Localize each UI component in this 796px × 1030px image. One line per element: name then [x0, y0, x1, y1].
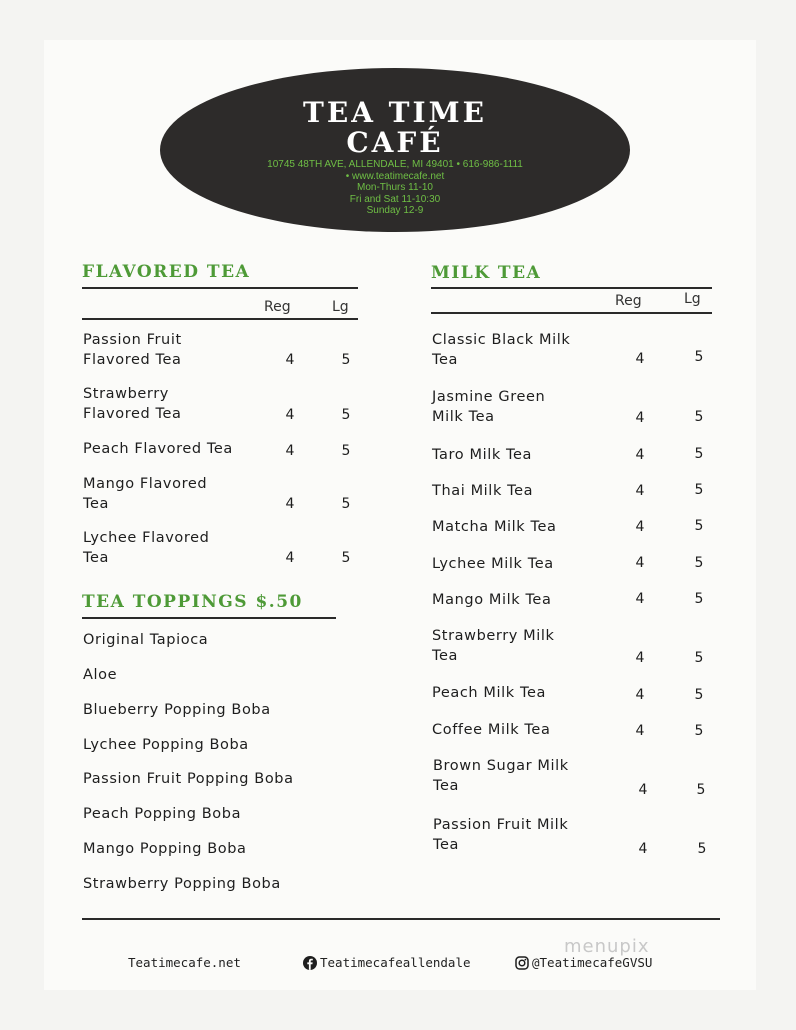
menu-item-name: Lychee Flavored Tea: [83, 530, 210, 566]
topping-item: Strawberry Popping Boba: [83, 876, 281, 892]
item-price-lg: 5: [341, 443, 351, 459]
lg-column-header: Lg: [684, 291, 701, 307]
item-price-reg: 4: [638, 841, 648, 857]
item-price-lg: 5: [694, 723, 704, 739]
section-divider: [431, 312, 712, 314]
footer-facebook-text: Teatimecafeallendale: [320, 955, 471, 970]
lg-column-header: Lg: [332, 299, 349, 315]
item-price-reg: 4: [635, 410, 645, 426]
footer-website[interactable]: [128, 955, 241, 970]
menu-item-name: Passion Fruit Milk Tea: [433, 817, 569, 853]
cafe-name-line1: TEA TIME: [303, 96, 487, 129]
item-price-lg: 5: [697, 841, 707, 857]
cafe-address: 10745 48TH AVE, ALLENDALE, MI 49401 • 616-986-1111: [267, 159, 523, 170]
menu-item-name: Peach Flavored Tea: [83, 441, 233, 457]
footer-website-text: Teatimecafe.net: [128, 955, 241, 970]
item-price-reg: 4: [635, 351, 645, 367]
item-price-reg: 4: [635, 555, 645, 571]
item-price-reg: 4: [285, 550, 295, 566]
item-price-reg: 4: [635, 447, 645, 463]
menu-item-name: Strawberry Milk Tea: [432, 628, 555, 664]
item-price-lg: 5: [694, 687, 704, 703]
menu-item-name: Classic Black Milk Tea: [432, 332, 571, 368]
menu-item-name: Matcha Milk Tea: [432, 519, 557, 535]
milk-tea-title: MILK TEA: [431, 263, 542, 283]
topping-item: Lychee Popping Boba: [83, 737, 249, 753]
item-price-lg: 5: [341, 407, 351, 423]
item-price-reg: 4: [635, 723, 645, 739]
menu-item-name: Lychee Milk Tea: [432, 556, 554, 572]
menu-item-name: Brown Sugar Milk Tea: [433, 758, 569, 794]
section-divider: [82, 617, 336, 619]
hours-fri-sat: Fri and Sat 11-10:30: [349, 193, 441, 205]
section-divider: [82, 318, 358, 320]
item-price-lg: 5: [341, 496, 351, 512]
footer-divider: [82, 918, 720, 920]
menu-item-name: Jasmine Green Milk Tea: [432, 389, 546, 425]
topping-item: Peach Popping Boba: [83, 806, 242, 822]
menu-item-name: Mango Flavored Tea: [83, 476, 208, 512]
item-price-lg: 5: [341, 550, 351, 566]
menu-item-name: Coffee Milk Tea: [432, 722, 551, 738]
menu-item-name: Strawberry Flavored Tea: [83, 386, 182, 422]
item-price-reg: 4: [635, 519, 645, 535]
item-price-lg: 5: [694, 518, 704, 534]
item-price-reg: 4: [285, 352, 295, 368]
item-price-reg: 4: [635, 591, 645, 607]
flavored-tea-title: FLAVORED TEA: [82, 262, 251, 282]
item-price-reg: 4: [635, 650, 645, 666]
hours-sunday: Sunday 12-9: [366, 205, 424, 216]
watermark: menupix: [564, 936, 650, 957]
menu-item-name: Mango Milk Tea: [432, 592, 552, 608]
item-price-lg: 5: [694, 446, 704, 462]
item-price-reg: 4: [638, 782, 648, 798]
cafe-name-line2: CAFÉ: [346, 126, 444, 159]
toppings-title: TEA TOPPINGS $.50: [82, 592, 303, 612]
topping-item: Passion Fruit Popping Boba: [83, 771, 294, 787]
item-price-lg: 5: [341, 352, 351, 368]
cafe-name: [160, 98, 630, 158]
cafe-header: [160, 68, 630, 232]
item-price-reg: 4: [285, 407, 295, 423]
item-price-lg: 5: [694, 349, 704, 365]
footer-facebook[interactable]: [303, 955, 471, 970]
item-price-lg: 5: [696, 782, 706, 798]
facebook-icon: [303, 956, 317, 970]
menu-item-name: Peach Milk Tea: [432, 685, 546, 701]
section-divider: [82, 287, 358, 289]
item-price-lg: 5: [694, 482, 704, 498]
item-price-lg: 5: [694, 555, 704, 571]
item-price-reg: 4: [635, 483, 645, 499]
menu-item-name: Thai Milk Tea: [432, 483, 534, 499]
item-price-lg: 5: [694, 650, 704, 666]
item-price-reg: 4: [635, 687, 645, 703]
topping-item: Original Tapioca: [83, 632, 209, 648]
section-divider: [431, 287, 712, 289]
item-price-lg: 5: [694, 591, 704, 607]
topping-item: Blueberry Popping Boba: [83, 702, 271, 718]
instagram-icon: [515, 956, 529, 970]
menu-item-name: Passion Fruit Flavored Tea: [83, 332, 182, 368]
footer-instagram[interactable]: [515, 955, 652, 970]
cafe-info: [160, 159, 630, 217]
item-price-reg: 4: [285, 496, 295, 512]
topping-item: Mango Popping Boba: [83, 841, 247, 857]
menu-item-name: Taro Milk Tea: [432, 447, 533, 463]
cafe-website: • www.teatimecafe.net: [345, 170, 445, 182]
reg-column-header: Reg: [264, 299, 291, 315]
item-price-reg: 4: [285, 443, 295, 459]
hours-weekday: Mon-Thurs 11-10: [357, 182, 433, 193]
reg-column-header: Reg: [615, 293, 642, 309]
topping-item: Aloe: [83, 667, 118, 683]
footer-instagram-text: @TeatimecafeGVSU: [532, 955, 653, 970]
item-price-lg: 5: [694, 409, 704, 425]
